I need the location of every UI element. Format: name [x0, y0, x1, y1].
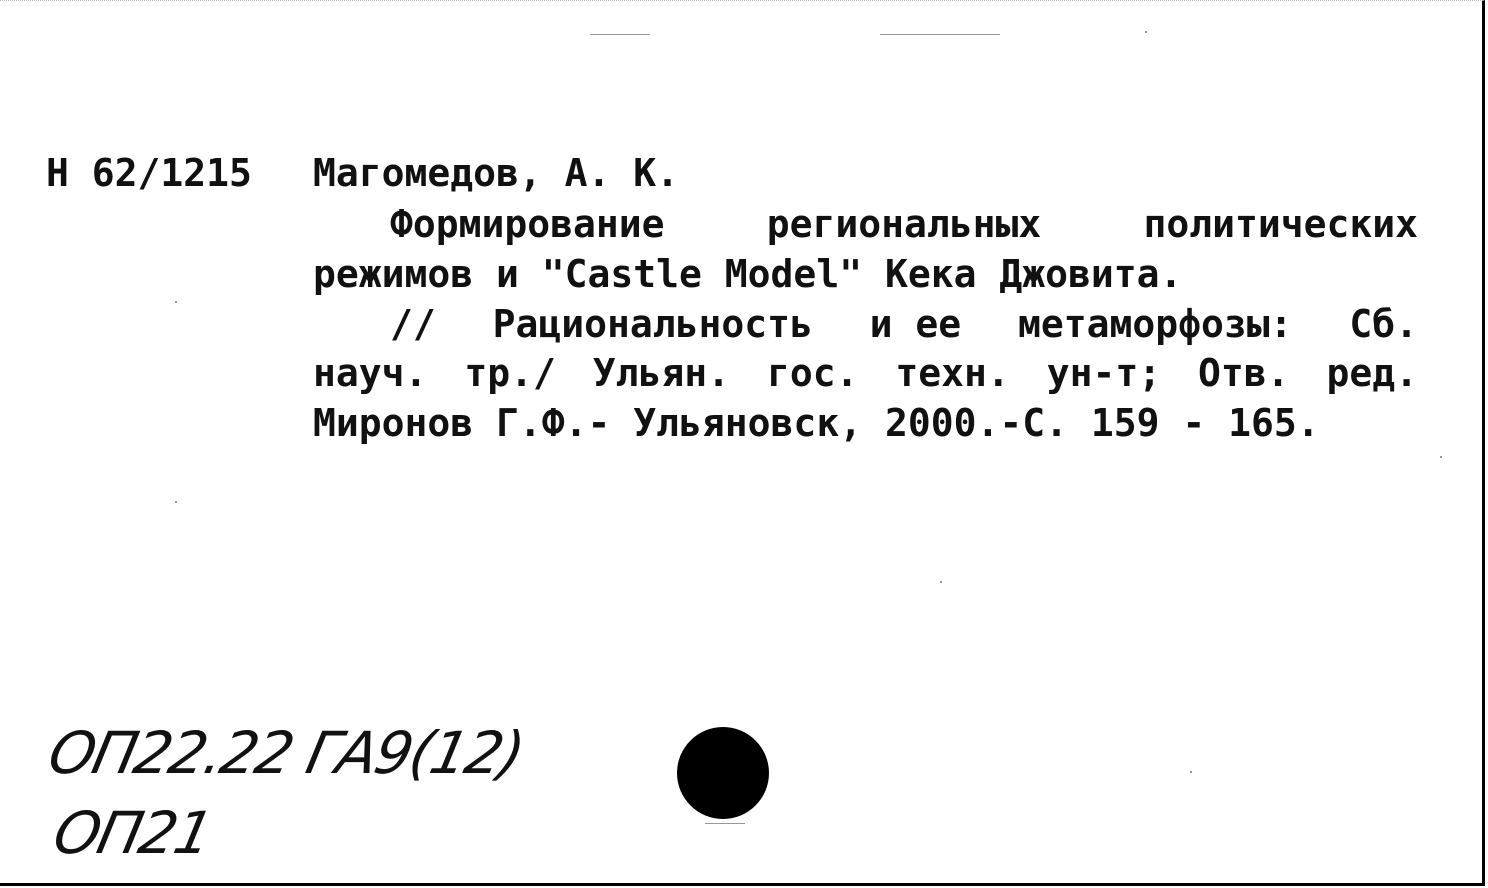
title-line-2: режимов и "Castle Model" Кека Джовита.: [313, 252, 1183, 296]
source-line-1: [390, 299, 1418, 349]
scan-speck: [590, 34, 650, 35]
scan-speck: [940, 581, 942, 583]
title-line-1: [390, 199, 1418, 249]
handwritten-classification-code: ОП22.22 ГА9(12): [42, 719, 529, 787]
source-word: Рациональность: [492, 302, 813, 346]
title-word: региональных: [766, 202, 1042, 246]
source-line-3: Миронов Г.Ф.- Ульяновск, 2000.-С. 159 - 165.: [313, 401, 1320, 445]
source-line-2: [313, 348, 1418, 398]
scan-speck: [1440, 456, 1442, 458]
title-word: политических: [1143, 202, 1418, 246]
author-name: Магомедов, А. К.: [313, 151, 680, 195]
handwritten-classification-code-2: ОП21: [47, 799, 218, 867]
scan-speck: [1145, 31, 1147, 33]
source-word: и ее: [869, 302, 962, 346]
scan-speck: [175, 501, 177, 503]
scan-speck: [705, 823, 745, 824]
scan-speck: [1190, 771, 1192, 773]
source-word: метаморфозы:: [1017, 302, 1293, 346]
source-word: //: [390, 302, 436, 346]
punch-hole: [677, 727, 769, 819]
scan-speck: [175, 301, 177, 303]
title-word: Формирование: [390, 202, 665, 246]
source-word: науч.: [313, 351, 428, 395]
source-word: Отв.: [1198, 351, 1290, 395]
source-word: ред.: [1326, 351, 1418, 395]
source-word: Сб.: [1349, 302, 1418, 346]
shelfmark: Н 62/1215: [46, 151, 252, 195]
source-word: ун-т;: [1046, 351, 1162, 395]
source-word: Ульян.: [592, 351, 731, 395]
source-word: гос.: [766, 351, 859, 395]
source-word: тр./: [464, 351, 556, 395]
scan-speck: [880, 34, 1000, 35]
source-word: техн.: [895, 351, 1010, 395]
